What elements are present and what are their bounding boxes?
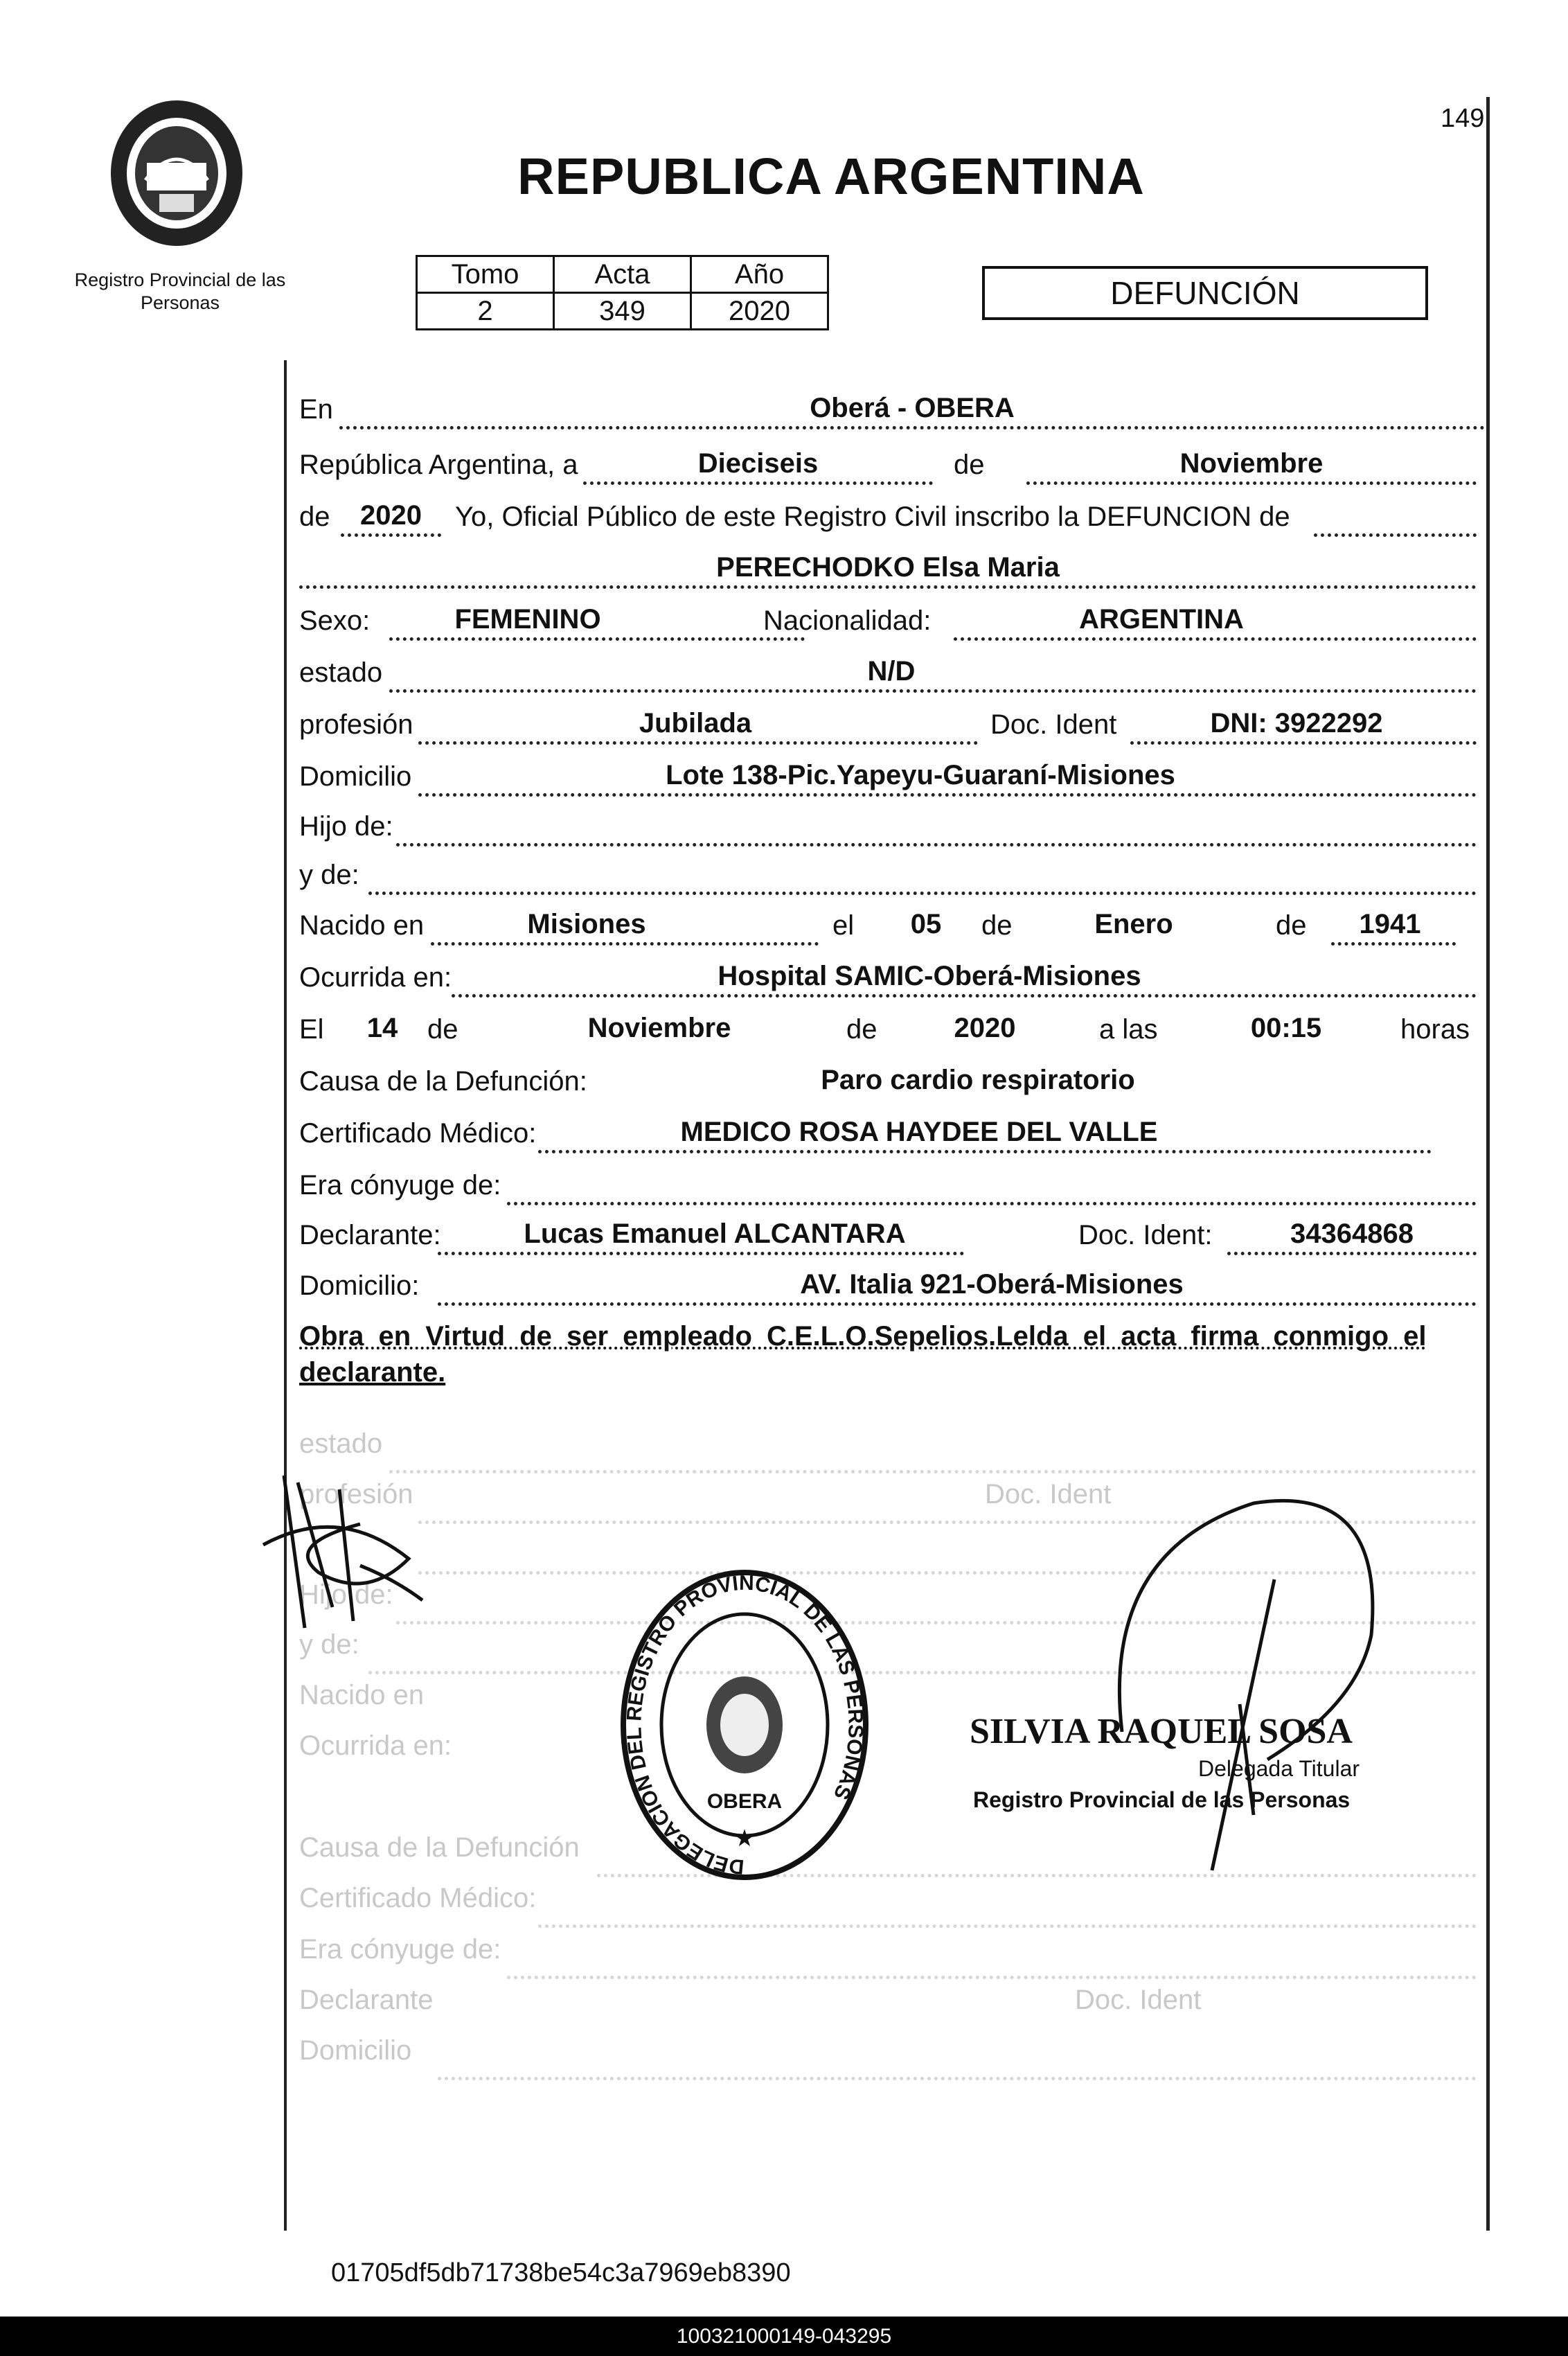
stamp-ring-text: DELEGACION DEL REGISTRO PROVINCIAL DE LAS PERSONAS xyxy=(623,1571,867,1879)
causa-value: Paro cardio respiratorio xyxy=(821,1065,1135,1095)
nacionalidad-value: ARGENTINA xyxy=(1079,604,1244,635)
row-causa xyxy=(299,1060,1485,1101)
dotted-line xyxy=(583,481,933,485)
estado-value: N/D xyxy=(867,656,916,687)
ghost-dotted-line xyxy=(438,2077,1477,2080)
dotted-line xyxy=(954,637,1477,641)
dotted-line xyxy=(299,585,1477,589)
dotted-line xyxy=(507,1202,1477,1205)
anio-value: 2020 xyxy=(691,293,828,330)
left-margin-rule xyxy=(284,360,287,2231)
en-label: En xyxy=(299,394,333,425)
ghost-dotted-line xyxy=(507,1976,1477,1979)
domicilio-label: Domicilio xyxy=(299,761,412,792)
ghost-nacido-label: Nacido en xyxy=(299,1680,425,1710)
birth-year-value: 1941 xyxy=(1359,909,1421,939)
dotted-line xyxy=(438,1252,964,1255)
birth-day-value: 05 xyxy=(910,909,942,939)
record-type-box: DEFUNCIÓN xyxy=(982,266,1428,320)
declarante-domicilio-value: AV. Italia 921-Oberá-Misiones xyxy=(800,1269,1184,1300)
birth-place-value: Misiones xyxy=(527,909,646,939)
conyuge-label: Era cónyuge de: xyxy=(299,1170,501,1201)
dotted-line xyxy=(538,1150,1432,1153)
row-conyuge xyxy=(299,1164,1485,1205)
ghost-doc-ident2-label: Doc. Ident xyxy=(1075,1985,1202,2015)
death-day-value: 14 xyxy=(366,1013,398,1043)
ghost-ocurrida-label: Ocurrida en: xyxy=(299,1730,452,1761)
official-role: Delegada Titular xyxy=(1198,1756,1360,1781)
document-hash: 01705df5db71738be54c3a7969eb8390 xyxy=(331,2258,791,2287)
doc-ident2-label: Doc. Ident: xyxy=(1078,1220,1213,1250)
day-words-value: Dieciseis xyxy=(697,448,819,479)
province-seal-logo xyxy=(104,97,249,256)
month-value: Noviembre xyxy=(1179,448,1324,479)
year-value: 2020 xyxy=(360,500,422,531)
anio-header: Año xyxy=(691,256,828,293)
ghost-conyuge-label: Era cónyuge de: xyxy=(299,1934,501,1965)
oficial-text: Yo, Oficial Público de este Registro Civil inscribo la DEFUNCION de xyxy=(455,502,1290,532)
acta-value: 349 xyxy=(554,293,691,330)
dotted-line xyxy=(1130,741,1477,745)
profesion-value: Jubilada xyxy=(639,708,752,738)
place-value: Oberá - OBERA xyxy=(810,393,1015,423)
obra-text-2: declarante. xyxy=(299,1357,446,1388)
official-office: Registro Provincial de las Personas xyxy=(973,1787,1351,1812)
ghost-doc-ident-label: Doc. Ident xyxy=(985,1479,1112,1509)
domicilio-value: Lote 138-Pic.Yapeyu-Guaraní-Misiones xyxy=(666,760,1175,790)
right-margin-rule xyxy=(1486,97,1490,2231)
dotted-line xyxy=(1227,1252,1477,1255)
handwritten-signature-right xyxy=(1094,1496,1399,1884)
dotted-line xyxy=(452,994,1477,998)
ghost-profesion-label: profesión xyxy=(299,1479,413,1509)
dotted-line xyxy=(1026,481,1477,485)
dotted-line xyxy=(1331,942,1456,946)
row-obra-2 xyxy=(299,1351,1485,1392)
row-declarante xyxy=(299,1214,1485,1255)
de-label: de xyxy=(427,1014,458,1045)
page-number: 149 xyxy=(1441,104,1485,133)
ghost-domicilio-label: Domicilio xyxy=(299,2035,412,2066)
dotted-line xyxy=(368,892,1477,895)
tomo-value: 2 xyxy=(417,293,554,330)
alas-label: a las xyxy=(1099,1014,1158,1045)
estado-label: estado xyxy=(299,657,383,688)
acta-header: Acta xyxy=(554,256,691,293)
horas-label: horas xyxy=(1400,1014,1470,1045)
causa-label: Causa de la Defunción: xyxy=(299,1066,587,1097)
sexo-value: FEMENINO xyxy=(454,604,601,635)
dotted-line xyxy=(418,741,978,745)
profesion-label: profesión xyxy=(299,709,413,740)
row-sex-nationality xyxy=(299,599,1485,641)
dotted-line xyxy=(389,689,1477,693)
row-domicilio xyxy=(299,755,1485,797)
de-label: de xyxy=(846,1014,877,1045)
ghost-causa-label: Causa de la Defunción xyxy=(299,1832,580,1863)
declarante-doc-value: 34364868 xyxy=(1290,1219,1414,1249)
dotted-line xyxy=(396,843,1477,847)
ghost-yde-label: y de: xyxy=(299,1629,359,1660)
row-hijo xyxy=(299,805,1485,847)
doc-ident-value: DNI: 3922292 xyxy=(1210,708,1383,738)
row-year xyxy=(299,495,1485,537)
yde-label: y de: xyxy=(299,860,359,890)
el-label: el xyxy=(832,910,855,941)
row-birth xyxy=(299,904,1485,946)
ghost-dotted-line xyxy=(538,1924,1477,1928)
de-label: de xyxy=(954,450,985,480)
tomo-header: Tomo xyxy=(417,256,554,293)
ghost-declarante-label: Declarante xyxy=(299,1985,434,2015)
domicilio2-label: Domicilio: xyxy=(299,1270,420,1301)
dotted-line xyxy=(1314,533,1477,537)
row-death-date xyxy=(299,1008,1485,1049)
death-time-value: 00:15 xyxy=(1250,1013,1322,1043)
ghost-estado-label: estado xyxy=(299,1428,383,1459)
row-place xyxy=(299,388,1485,429)
ghost-dotted-line xyxy=(389,1470,1477,1473)
nacionalidad-label: Nacionalidad: xyxy=(763,605,932,636)
dotted-line xyxy=(431,942,819,946)
row-profession xyxy=(299,703,1485,745)
ghost-certificado-label: Certificado Médico: xyxy=(299,1883,537,1913)
death-year-value: 2020 xyxy=(954,1013,1016,1043)
row-yde xyxy=(299,853,1485,895)
ghost-hijo-label: Hijo de: xyxy=(299,1579,393,1610)
row-estado xyxy=(299,651,1485,693)
deceased-name-value: PERECHODKO Elsa Maria xyxy=(716,552,1060,583)
de-label: de xyxy=(299,502,330,532)
dotted-line xyxy=(438,1302,1477,1306)
stamp-city: OBERA xyxy=(706,1790,783,1813)
handwritten-signature-left xyxy=(256,1462,436,1642)
row-date xyxy=(299,443,1485,485)
de-label: de xyxy=(1276,910,1307,941)
row-obra xyxy=(299,1315,1485,1356)
dotted-line xyxy=(339,426,1485,429)
dotted-line xyxy=(418,793,1477,797)
de-label: de xyxy=(981,910,1013,941)
declarante-value: Lucas Emanuel ALCANTARA xyxy=(524,1219,906,1249)
row-deceased-name xyxy=(299,547,1485,589)
declarante-label: Declarante: xyxy=(299,1220,441,1250)
nacido-label: Nacido en xyxy=(299,910,425,941)
official-name: SILVIA RAQUEL SOSA xyxy=(970,1712,1353,1751)
footer-code-bar xyxy=(0,2317,1568,2356)
sexo-label: Sexo: xyxy=(299,605,371,636)
reference-table xyxy=(416,255,829,330)
death-month-value: Noviembre xyxy=(587,1013,731,1043)
registry-label: Registro Provincial de las Personas xyxy=(74,269,286,313)
official-stamp xyxy=(616,1569,873,1888)
el-label: El xyxy=(299,1014,324,1045)
hijo-label: Hijo de: xyxy=(299,811,393,842)
row-ocurrida xyxy=(299,956,1485,998)
ocurrida-label: Ocurrida en: xyxy=(299,962,452,993)
row-certificado xyxy=(299,1112,1485,1153)
ocurrida-value: Hospital SAMIC-Oberá-Misiones xyxy=(718,961,1141,991)
republica-label: República Argentina, a xyxy=(299,450,578,480)
footer-code: 100321000149-043295 xyxy=(676,2324,892,2348)
star-icon: ★ xyxy=(733,1825,756,1852)
birth-month-value: Enero xyxy=(1094,909,1173,939)
row-declarante-domicilio xyxy=(299,1264,1485,1306)
certificado-label: Certificado Médico: xyxy=(299,1118,537,1149)
certificado-value: MEDICO ROSA HAYDEE DEL VALLE xyxy=(680,1117,1158,1147)
doc-ident-label: Doc. Ident xyxy=(990,709,1117,740)
dotted-line xyxy=(389,637,805,641)
obra-text: Obra en Virtud de ser empleado C.E.L.O.Sepelios.Lelda el acta firma conmigo el xyxy=(299,1321,1427,1352)
page-title: REPUBLICA ARGENTINA xyxy=(517,148,1145,205)
dotted-line xyxy=(341,533,441,537)
